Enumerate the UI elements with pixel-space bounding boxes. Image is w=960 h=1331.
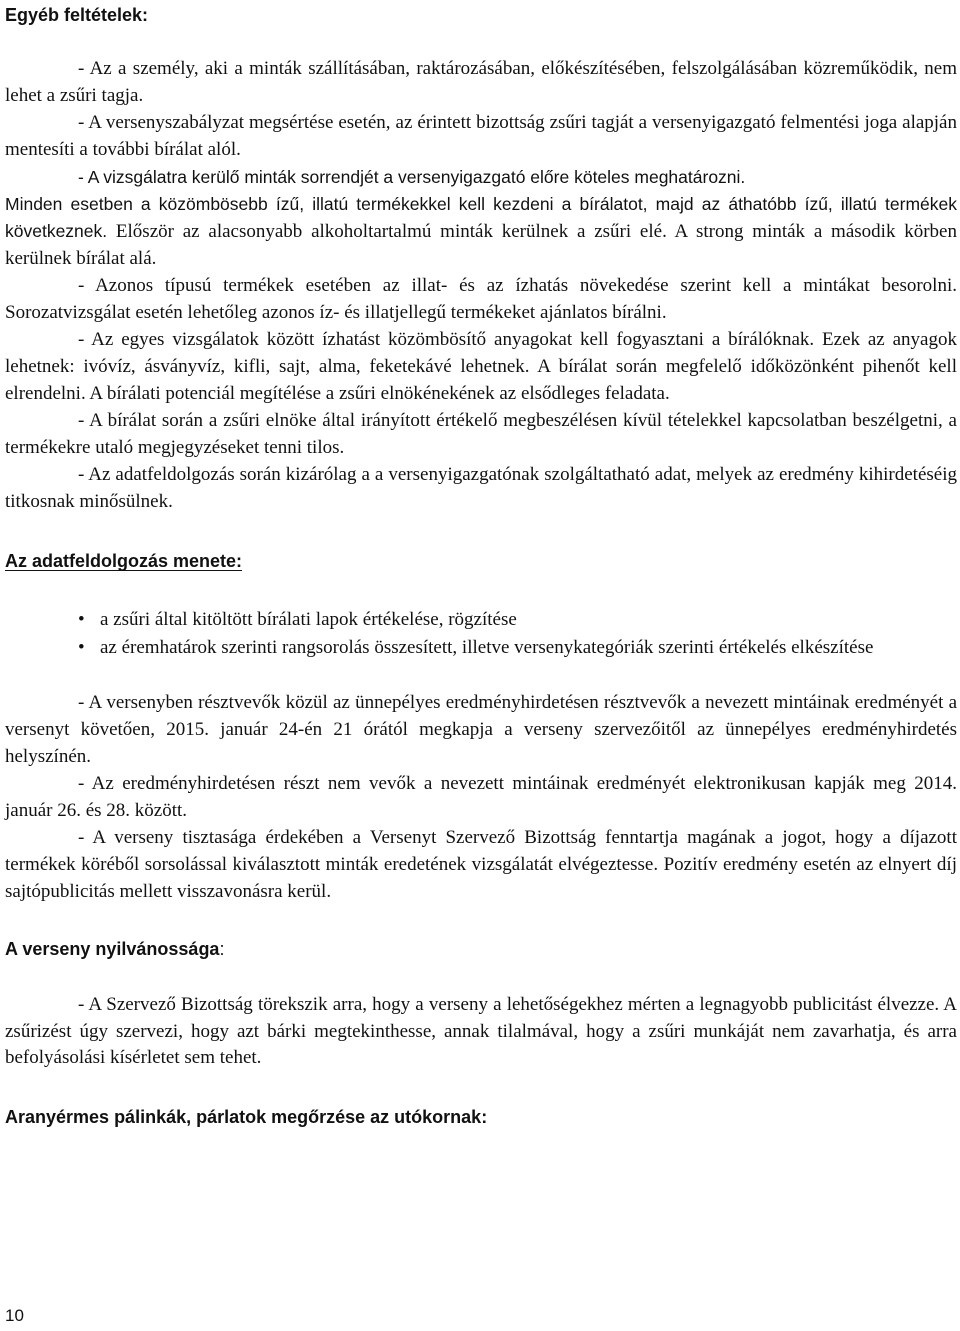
section-heading-nyilvanossag (5, 936, 957, 962)
list-item (5, 634, 957, 662)
bullet-icon: • (78, 637, 85, 659)
paragraph-eredmenyhirdetes: - A versenyben résztvevők közül az ünnepélyes eredményhirdetésen résztvevők a nevezett mintáinak eredményét a versenyt követően, 2015. január 24-én 21 órától megkapja a verseny szervezőitől az ünnepélyes eredményhirdetés helyszínén. (5, 692, 957, 768)
page-number: 10 (5, 1306, 24, 1325)
bullet-icon: • (78, 609, 85, 631)
paragraph-bíralat-sorrend (5, 191, 957, 274)
section-heading-aranyermes-palinkak: Aranyérmes pálinkák, párlatok megőrzése az utókornak: (5, 1107, 488, 1128)
list-item (5, 606, 957, 634)
paragraph-adatfeldolgozas: - Az adatfeldolgozás során kizárólag a a versenyigazgatónak szolgáltatható adat, melyek az eredmény kihirdetéséig titkosnak minősülnek. (5, 463, 957, 512)
process-bullet-list (5, 606, 957, 662)
paragraph-verseny-tisztasaga: - A verseny tisztasága érdekében a Versenyt Szervező Bizottság fenntartja magának a jogot, hogy a díjazott termékek köréből sorsolással kiválasztott minták eredetének vizsgálatát elvégeztesse. Pozitív eredmény esetén az elnyert díj sajtópublicitás mellett visszavonásra kerül. (5, 826, 957, 902)
text-alkoholtartalom: Először az alacsonyabb alkoholtartalmú minták kerülnek a zsűri elé. A strong minták a második körben kerülnek bírálat alá. (5, 221, 957, 270)
document-page (5, 0, 957, 1130)
paragraph-izhatast-kozombosito: - Az egyes vizsgálatok között ízhatást közömbösítő anyagokat kell fogyasztani a bírálóknak. Ezek az anyagok lehetnek: ivóvíz, ásványvíz, kifli, sajt, alma, feketekávé lehetnek. A bírálat során megfelelő időközönként pihenőt kell elrendelni. A bírálati potenciál megítélése a zsűri elnökénekének az elsődleges feladata. (5, 329, 957, 404)
list-item-text: a zsűri által kitöltött bírálati lapok értékelése, rögzítése (100, 609, 517, 631)
list-item-text: az éremhatárok szerinti rangsorolás összesített, illetve versenykategóriák szerinti értékelés elkészítése (100, 637, 874, 659)
paragraph-versenyszabalyzat: - A versenyszabályzat megsértése esetén, az érintett bizottság zsűri tagját a versenyigazgató felmentési joga alapján mentesíti a további bírálat alól. (5, 111, 957, 160)
paragraph-vizsgalat-sorrend: - A vizsgálatra kerülő minták sorrendjét a versenyigazgató előre köteles meghatározni. (78, 166, 746, 187)
paragraph-elektronikus-eredmeny: - Az eredményhirdetésen részt nem vevők a nevezett mintáinak eredményét elektronikusan kapják meg 2014. január 26. és 28. között. (5, 773, 957, 822)
nyilvanossag-heading-colon: : (219, 938, 225, 959)
section-heading-adatfeldolgozas-menete: Az adatfeldolgozás menete: (5, 551, 243, 572)
paragraph-publicitas: - A Szervező Bizottság törekszik arra, hogy a verseny a lehetőségekhez mérten a legnagyobb publicitást élvezze. A zsűrizést úgy szervezi, hogy azt bárki megtekinthesse, annak tilalmával, hogy a zsűri munkáját nem zavarhatja, és arra befolyásolási kísérletet sem tehet. (5, 993, 957, 1069)
section-heading-egyeb-feltetelek: Egyéb feltételek: (5, 5, 149, 25)
paragraph-biralat-beszelgetes: - A bírálat során a zsűri elnöke által irányított értékelő megbeszélésen kívül tételekkel kapcsolatban beszélgetni, a termékekre utaló megjegyzéseket tenni tilos. (5, 409, 957, 458)
paragraph-azonos-tipusu: - Azonos típusú termékek esetében az illat- és az ízhatás növekedése szerint kell a mintákat besorolni. Sorozatvizsgálat esetén lehetőleg azonos íz- és illatjellegű termékeket ajánlatos bírálni. (5, 275, 957, 324)
nyilvanossag-heading-text: A verseny nyilvánossága (5, 938, 220, 959)
text-kozombosebb: Minden esetben a közömbösebb ízű, illatú termékekkel kell kezdeni a bírálatot, majd az áthatóbb ízű, illatú termékek következnek. (5, 193, 957, 242)
paragraph-zsuri-tagja: - Az a személy, aki a minták szállításában, raktározásában, előkészítésében, felszolgálásában közreműködik, nem lehet a zsűri tagja. (5, 58, 957, 106)
